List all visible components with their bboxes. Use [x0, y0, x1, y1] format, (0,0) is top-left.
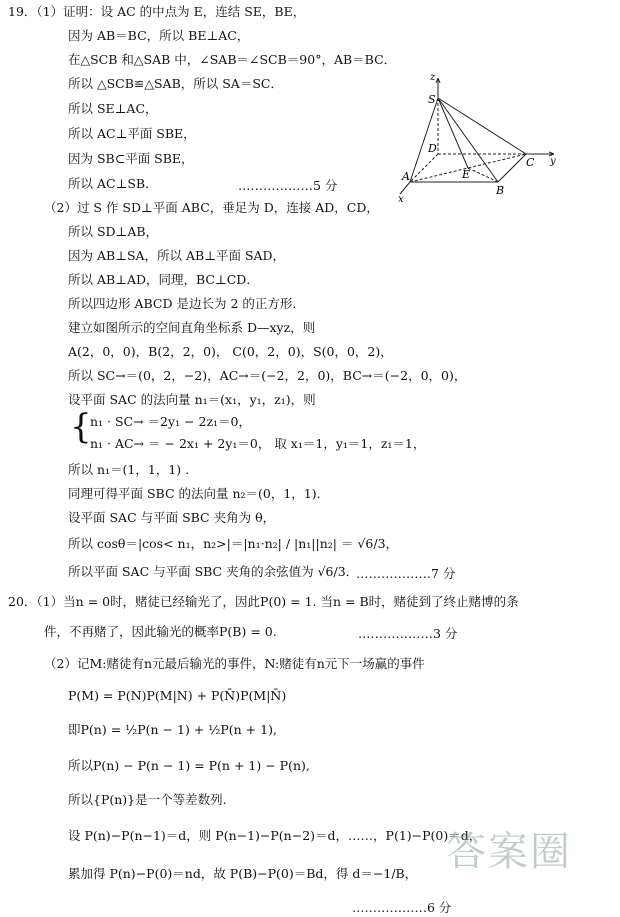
q19-line-20: 所以 n₁＝(1，1，1) . — [68, 462, 190, 477]
q19-line-10: 所以 SD⊥AB， — [68, 224, 159, 239]
q19-line-4: 所以 △SCB≌△SAB，所以 SA＝SC． — [68, 76, 283, 91]
q20-line-5: 即P(n) = ½P(n − 1) + ½P(n + 1), — [68, 722, 277, 737]
q19-line-7: 因为 SB⊂平面 SBE， — [68, 151, 194, 166]
q19-line-24: 所以平面 SAC 与平面 SBC 夹角的余弦值为 √6/3． — [68, 564, 359, 579]
q19-equation-2: n₁ · AC→ ＝ − 2x₁ + 2y₁＝0， 取 x₁＝1，y₁＝1，z₁＝1， — [90, 436, 426, 451]
q20-score-2: ………………6 分 — [352, 900, 452, 915]
q19-line-15: A(2，0，0)，B(2，2，0)， C(0，2，0)，S(0，0，2)， — [68, 344, 393, 359]
q20-line-7: 所以{P(n)}是一个等差数列. — [68, 792, 227, 807]
q19-line-22: 设平面 SAC 与平面 SBC 夹角为 θ， — [68, 510, 276, 525]
q19-line-1: 19．（1）证明：设 AC 的中点为 E，连结 SE，BE， — [8, 4, 306, 19]
figure-label-x: x — [398, 194, 404, 205]
q19-line-21: 同理可得平面 SBC 的法向量 n₂＝(0，1，1)． — [68, 486, 330, 501]
figure-label-e: E — [462, 168, 471, 181]
figure-label-a: A — [402, 170, 410, 183]
q19-line-16: 所以 SC→＝(0，2，−2)，AC→＝(−2，2，0)，BC→＝(−2，0，0)， — [68, 368, 467, 383]
figure-label-s: S — [428, 93, 436, 106]
q20-line-3: （2）记M:赌徒有n元最后输光的事件，N:赌徒有n元下一场赢的事件 — [44, 656, 425, 671]
q19-score-1: ………………5 分 — [238, 178, 338, 193]
q19-equation-1: n₁ · SC→ ＝2y₁ − 2z₁＝0， — [90, 414, 252, 429]
figure-label-c: C — [526, 156, 535, 169]
q19-line-3: 在△SCB 和△SAB 中，∠SAB＝∠SCB＝90°，AB＝BC． — [68, 52, 397, 67]
q19-line-12: 所以 AB⊥AD，同理，BC⊥CD． — [68, 272, 259, 287]
q20-line-8: 设 P(n)−P(n−1)＝d，则 P(n−1)−P(n−2)＝d，……，P(1)−P(0)＝d， — [68, 828, 482, 843]
q19-line-6: 所以 AC⊥平面 SBE， — [68, 126, 196, 141]
watermark-logo: 答案圈 — [446, 829, 572, 875]
q20-line-1: 20．（1）当n = 0时，赌徒已经输光了，因此P(0) = 1. 当n = B时，赌徒到了终止赌博的条 — [8, 594, 519, 609]
figure-label-b: B — [496, 184, 505, 197]
pyramid-figure — [396, 70, 566, 210]
q19-line-8: 所以 AC⊥SB． — [68, 176, 158, 191]
figure-label-y: y — [550, 156, 556, 167]
figure-label-d: D — [428, 142, 437, 155]
q19-line-11: 因为 AB⊥SA，所以 AB⊥平面 SAD， — [68, 248, 286, 263]
q20-line-4: P(M) = P(N)P(M|N) + P(N̄)P(M|N̄) — [68, 688, 287, 703]
figure-label-z: z — [430, 72, 436, 83]
q20-line-9: 累加得 P(n)−P(0)＝nd，故 P(B)−P(0)＝Bd，得 d＝−1/B， — [68, 866, 418, 881]
q19-line-9: （2）过 S 作 SD⊥平面 ABC，垂足为 D，连接 AD，CD， — [44, 200, 379, 215]
q19-line-23: 所以 cosθ＝|cos< n₁，n₂>|＝|n₁·n₂| / |n₁||n₂| ＝ √6/3， — [68, 536, 399, 551]
q19-score-2: ………………7 分 — [356, 566, 456, 581]
q19-line-17: 设平面 SAC 的法向量 n₁＝(x₁，y₁，z₁)，则 — [68, 392, 316, 407]
equation-brace: { — [70, 407, 92, 447]
q20-score-1: ………………3 分 — [358, 626, 458, 641]
q20-line-2: 件，不再赌了，因此输光的概率P(B) = 0. — [44, 624, 277, 639]
q19-line-13: 所以四边形 ABCD 是边长为 2 的正方形． — [68, 296, 305, 311]
q20-line-6: 所以P(n) − P(n − 1) = P(n + 1) − P(n), — [68, 758, 310, 773]
q19-line-2: 因为 AB＝BC，所以 BE⊥AC， — [68, 28, 250, 43]
q19-line-5: 所以 SE⊥AC， — [68, 101, 158, 116]
q19-line-14: 建立如图所示的空间直角坐标系 D—xyz，则 — [68, 320, 316, 335]
